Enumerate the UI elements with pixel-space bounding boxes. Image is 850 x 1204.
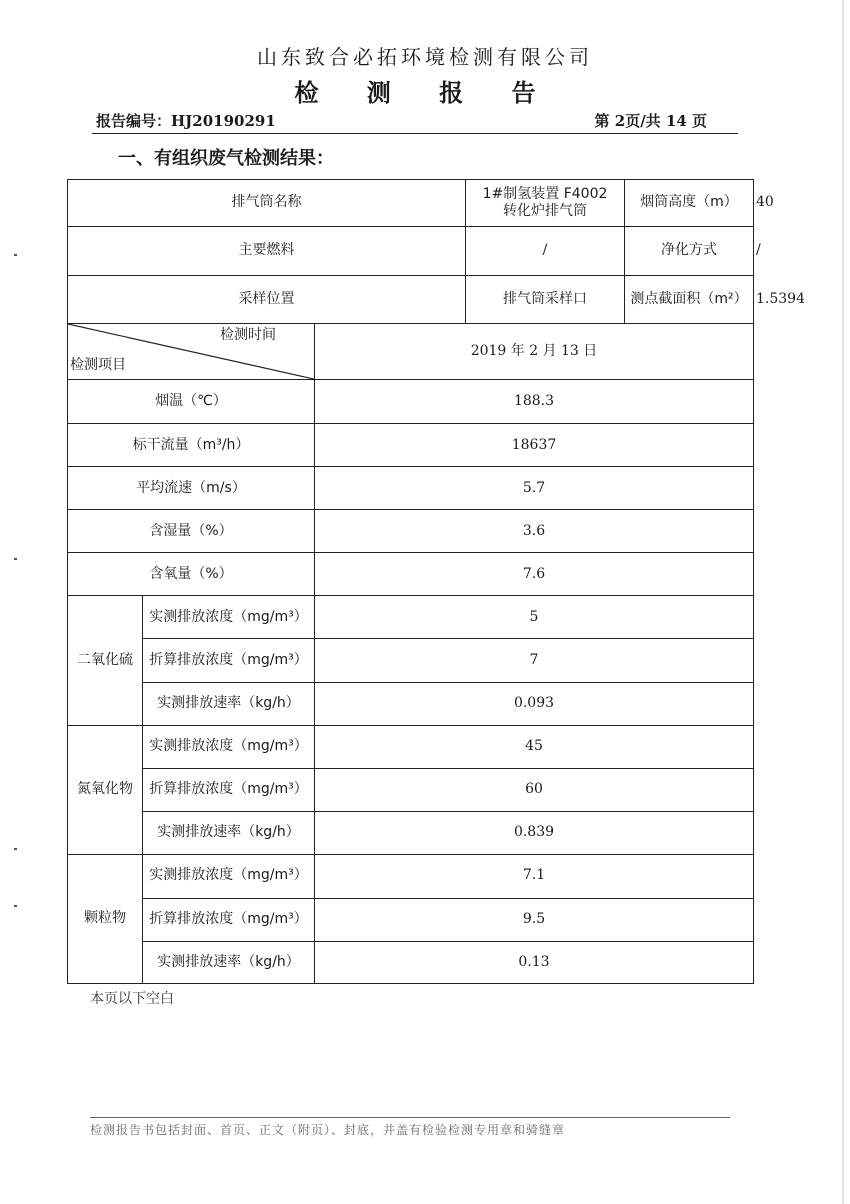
report-number: 报告编号：HJ20190291 <box>96 112 276 130</box>
pollutant-row <box>68 811 754 854</box>
sampling-label: 采样位置 <box>68 276 466 324</box>
param-row <box>68 380 754 424</box>
pollutant-metric-value: 7.1 <box>315 854 754 898</box>
pollutant-name-nox: 氮氧化物 <box>68 725 143 854</box>
param-label: 含湿量（%） <box>68 510 315 553</box>
stack-name-label: 排气筒名称 <box>68 180 466 227</box>
header-divider <box>92 133 738 134</box>
sampling-value: 排气筒采样口 <box>466 276 625 324</box>
stack-name-line1: 1#制氢装置 F4002 <box>482 185 608 202</box>
pollutant-metric-value: 5 <box>315 596 754 639</box>
company-name: 山东致合必拓环境检测有限公司 <box>257 45 593 69</box>
scan-edge-line <box>842 0 844 1204</box>
pollutant-row <box>68 682 754 725</box>
pollutant-metric-label: 折算排放浓度（mg/m³） <box>143 768 315 811</box>
scan-mark <box>14 254 17 256</box>
stack-height-label: 烟筒高度（m） <box>625 180 754 227</box>
pollutant-row <box>68 854 754 898</box>
pollutant-metric-label: 折算排放浓度（mg/m³） <box>143 639 315 682</box>
pollutant-metric-value: 9.5 <box>315 898 754 941</box>
scan-mark <box>14 848 17 850</box>
fuel-label: 主要燃料 <box>68 227 466 276</box>
pollutant-metric-value: 0.839 <box>315 811 754 854</box>
param-row <box>68 467 754 510</box>
purification-label: 净化方式 <box>625 227 754 276</box>
detection-date: 2019 年 2 月 13 日 <box>315 324 754 380</box>
pollutant-row <box>68 768 754 811</box>
param-value: 188.3 <box>315 380 754 424</box>
pollutant-metric-value: 0.093 <box>315 682 754 725</box>
pollutant-row <box>68 639 754 682</box>
results-table <box>67 179 805 984</box>
table-row: 主要燃料 / 净化方式 / <box>68 227 754 276</box>
pollutant-metric-value: 7 <box>315 639 754 682</box>
blank-below-note: 本页以下空白 <box>90 991 174 1007</box>
footer-divider <box>90 1117 730 1118</box>
pollutant-metric-label: 实测排放浓度（mg/m³） <box>143 854 315 898</box>
scan-mark <box>14 558 17 560</box>
pollutant-metric-label: 实测排放浓度（mg/m³） <box>143 596 315 639</box>
param-value: 7.6 <box>315 553 754 596</box>
stack-name-line2: 转化炉排气筒 <box>503 203 587 220</box>
table-row: 排气筒名称 1#制氢装置 F4002 转化炉排气筒 烟筒高度（m） 40 <box>68 180 754 227</box>
pollutant-metric-value: 45 <box>315 725 754 768</box>
param-value: 3.6 <box>315 510 754 553</box>
pollutant-metric-label: 实测排放浓度（mg/m³） <box>143 725 315 768</box>
table-row <box>68 324 754 380</box>
pollutant-name-particulate: 颗粒物 <box>68 854 143 983</box>
report-title: 检 测 报 告 <box>294 79 556 107</box>
param-row <box>68 510 754 553</box>
pollutant-row <box>68 725 754 768</box>
detection-item-label: 检测项目 <box>70 356 126 373</box>
table-row: 采样位置 排气筒采样口 测点截面积（m²） 1.5394 <box>68 276 754 324</box>
pollutant-row <box>68 596 754 639</box>
param-label: 含氧量（%） <box>68 553 315 596</box>
pollutant-metric-value: 0.13 <box>315 941 754 983</box>
pollutant-metric-label: 实测排放速率（kg/h） <box>143 682 315 725</box>
pollutant-metric-value: 60 <box>315 768 754 811</box>
param-row <box>68 553 754 596</box>
pollutant-row <box>68 898 754 941</box>
page-number: 第 2页/共 14 页 <box>594 112 707 130</box>
fuel-value: / <box>466 227 625 276</box>
diagonal-header-cell <box>68 324 315 380</box>
section-title: 一、有组织废气检测结果： <box>118 148 334 169</box>
scan-mark <box>14 905 17 907</box>
param-label: 烟温（℃） <box>68 380 315 424</box>
stack-name-value <box>466 180 625 227</box>
footer-note: 检测报告书包括封面、首页、正文（附页）、封底，并盖有检验检测专用章和骑缝章 <box>90 1123 566 1137</box>
param-value: 5.7 <box>315 467 754 510</box>
detection-time-label: 检测时间 <box>220 327 276 344</box>
param-row <box>68 424 754 467</box>
pollutant-name-so2: 二氧化硫 <box>68 596 143 725</box>
pollutant-row <box>68 941 754 983</box>
param-label: 平均流速（m/s） <box>68 467 315 510</box>
section-area-label: 测点截面积（m²） <box>625 276 754 324</box>
pollutant-metric-label: 折算排放浓度（mg/m³） <box>143 898 315 941</box>
pollutant-metric-label: 实测排放速率（kg/h） <box>143 941 315 983</box>
param-value: 18637 <box>315 424 754 467</box>
pollutant-metric-label: 实测排放速率（kg/h） <box>143 811 315 854</box>
param-label: 标干流量（m³/h） <box>68 424 315 467</box>
